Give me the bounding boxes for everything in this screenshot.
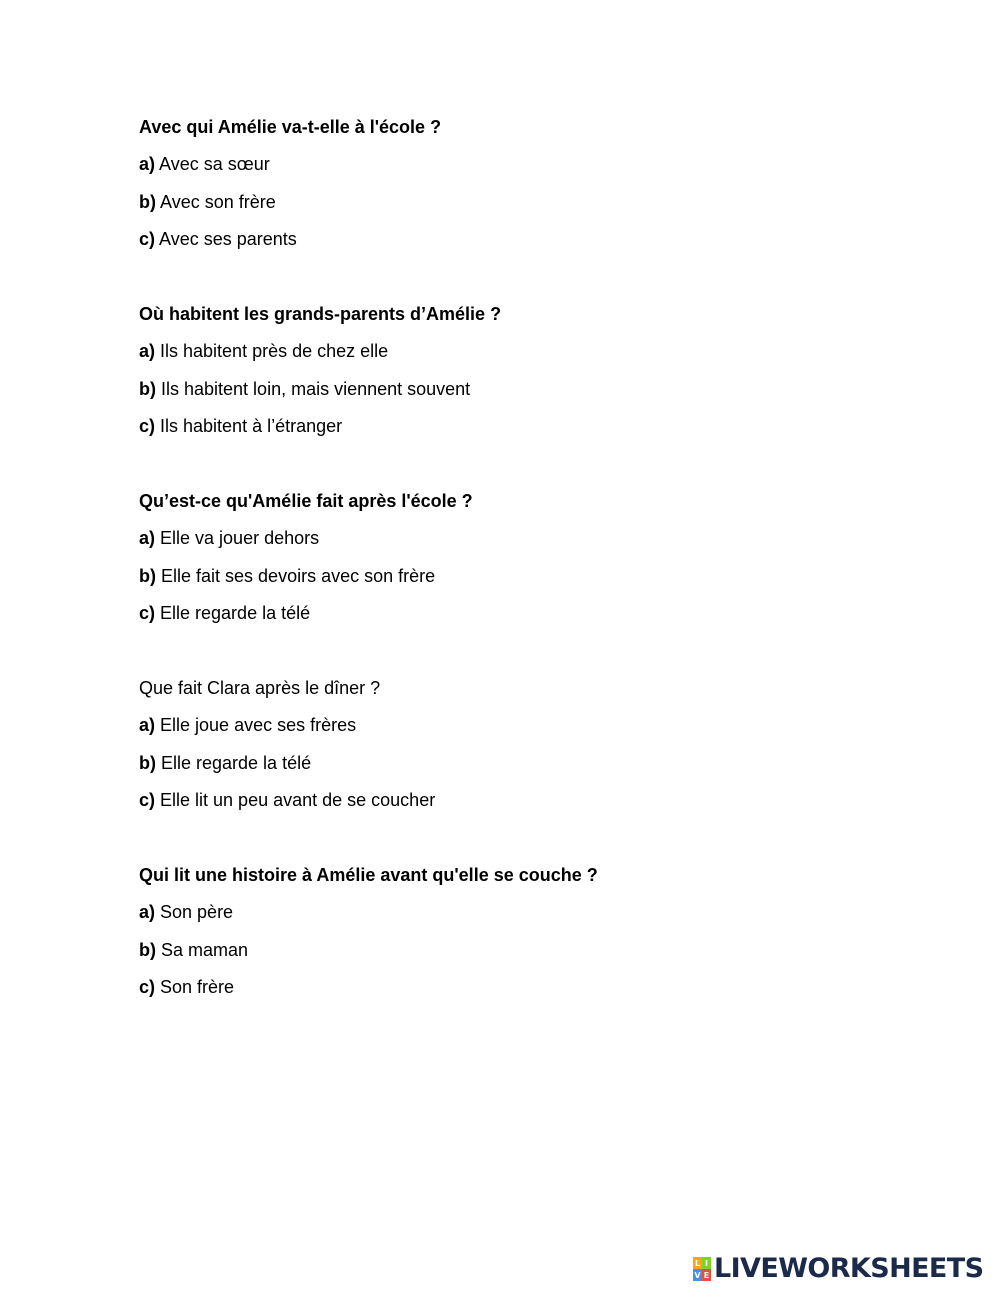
- option-text: Son frère: [155, 976, 235, 997]
- question-text: Avec qui Amélie va-t-elle à l'école ?: [139, 117, 442, 137]
- question-text: Qu’est-ce qu'Amélie fait après l'école ?: [139, 491, 473, 511]
- answer-option-b[interactable]: [139, 752, 899, 774]
- question-4: [139, 677, 899, 811]
- option-text: Sa maman: [156, 939, 249, 960]
- question-text: Où habitent les grands-parents d’Amélie ?: [139, 304, 502, 324]
- logo-tile-i: I: [702, 1257, 711, 1269]
- answer-option-b[interactable]: [139, 939, 899, 961]
- logo-tile-e: E: [703, 1270, 710, 1280]
- option-text: Avec ses parents: [155, 228, 297, 249]
- answer-option-a[interactable]: [139, 901, 899, 923]
- logo-tile-l: L: [694, 1258, 701, 1268]
- option-letter: c): [139, 602, 156, 623]
- option-text: Avec sa sœur: [155, 154, 270, 175]
- option-text: Ils habitent à l’étranger: [155, 415, 343, 436]
- answer-option-c[interactable]: [139, 789, 899, 811]
- logo-wordmark: LIVEWORKSHEETS: [714, 1253, 984, 1284]
- option-text: Elle va jouer dehors: [155, 528, 320, 549]
- option-text: Elle regarde la télé: [156, 752, 312, 773]
- question-2: [139, 303, 899, 437]
- question-text: Que fait Clara après le dîner ?: [139, 678, 381, 698]
- option-letter: b): [139, 378, 156, 399]
- answer-option-c[interactable]: [139, 976, 899, 998]
- answer-option-a[interactable]: [139, 340, 899, 362]
- option-letter: c): [139, 976, 156, 997]
- liveworksheets-logo-icon: [693, 1257, 711, 1281]
- option-letter: b): [139, 752, 156, 773]
- answer-option-c[interactable]: [139, 415, 899, 437]
- answer-option-a[interactable]: [139, 714, 899, 736]
- option-text: Elle lit un peu avant de se coucher: [155, 789, 436, 810]
- option-letter: b): [139, 939, 156, 960]
- logo-tile-v: V: [694, 1270, 701, 1280]
- option-letter: a): [139, 902, 156, 923]
- option-letter: b): [139, 565, 156, 586]
- option-letter: c): [139, 228, 156, 249]
- liveworksheets-logo[interactable]: [693, 1253, 984, 1284]
- option-letter: a): [139, 715, 156, 736]
- question-1: [139, 116, 899, 250]
- answer-option-c[interactable]: [139, 228, 899, 250]
- option-text: Ils habitent près de chez elle: [155, 341, 389, 362]
- option-text: Elle fait ses devoirs avec son frère: [156, 565, 436, 586]
- answer-option-b[interactable]: [139, 565, 899, 587]
- answer-option-a[interactable]: [139, 153, 899, 175]
- option-letter: c): [139, 415, 156, 436]
- option-letter: b): [139, 191, 156, 212]
- option-letter: a): [139, 528, 156, 549]
- option-text: Elle regarde la télé: [155, 602, 311, 623]
- answer-option-a[interactable]: [139, 527, 899, 549]
- option-letter: a): [139, 341, 156, 362]
- answer-option-b[interactable]: [139, 191, 899, 213]
- option-text: Ils habitent loin, mais viennent souvent: [156, 378, 471, 399]
- question-5: [139, 864, 899, 998]
- option-letter: c): [139, 789, 156, 810]
- answer-option-b[interactable]: [139, 378, 899, 400]
- question-text: Qui lit une histoire à Amélie avant qu'elle se couche ?: [139, 865, 598, 885]
- option-text: Son père: [155, 902, 234, 923]
- question-3: [139, 490, 899, 624]
- option-letter: a): [139, 154, 156, 175]
- option-text: Elle joue avec ses frères: [155, 715, 357, 736]
- answer-option-c[interactable]: [139, 602, 899, 624]
- option-text: Avec son frère: [156, 191, 276, 212]
